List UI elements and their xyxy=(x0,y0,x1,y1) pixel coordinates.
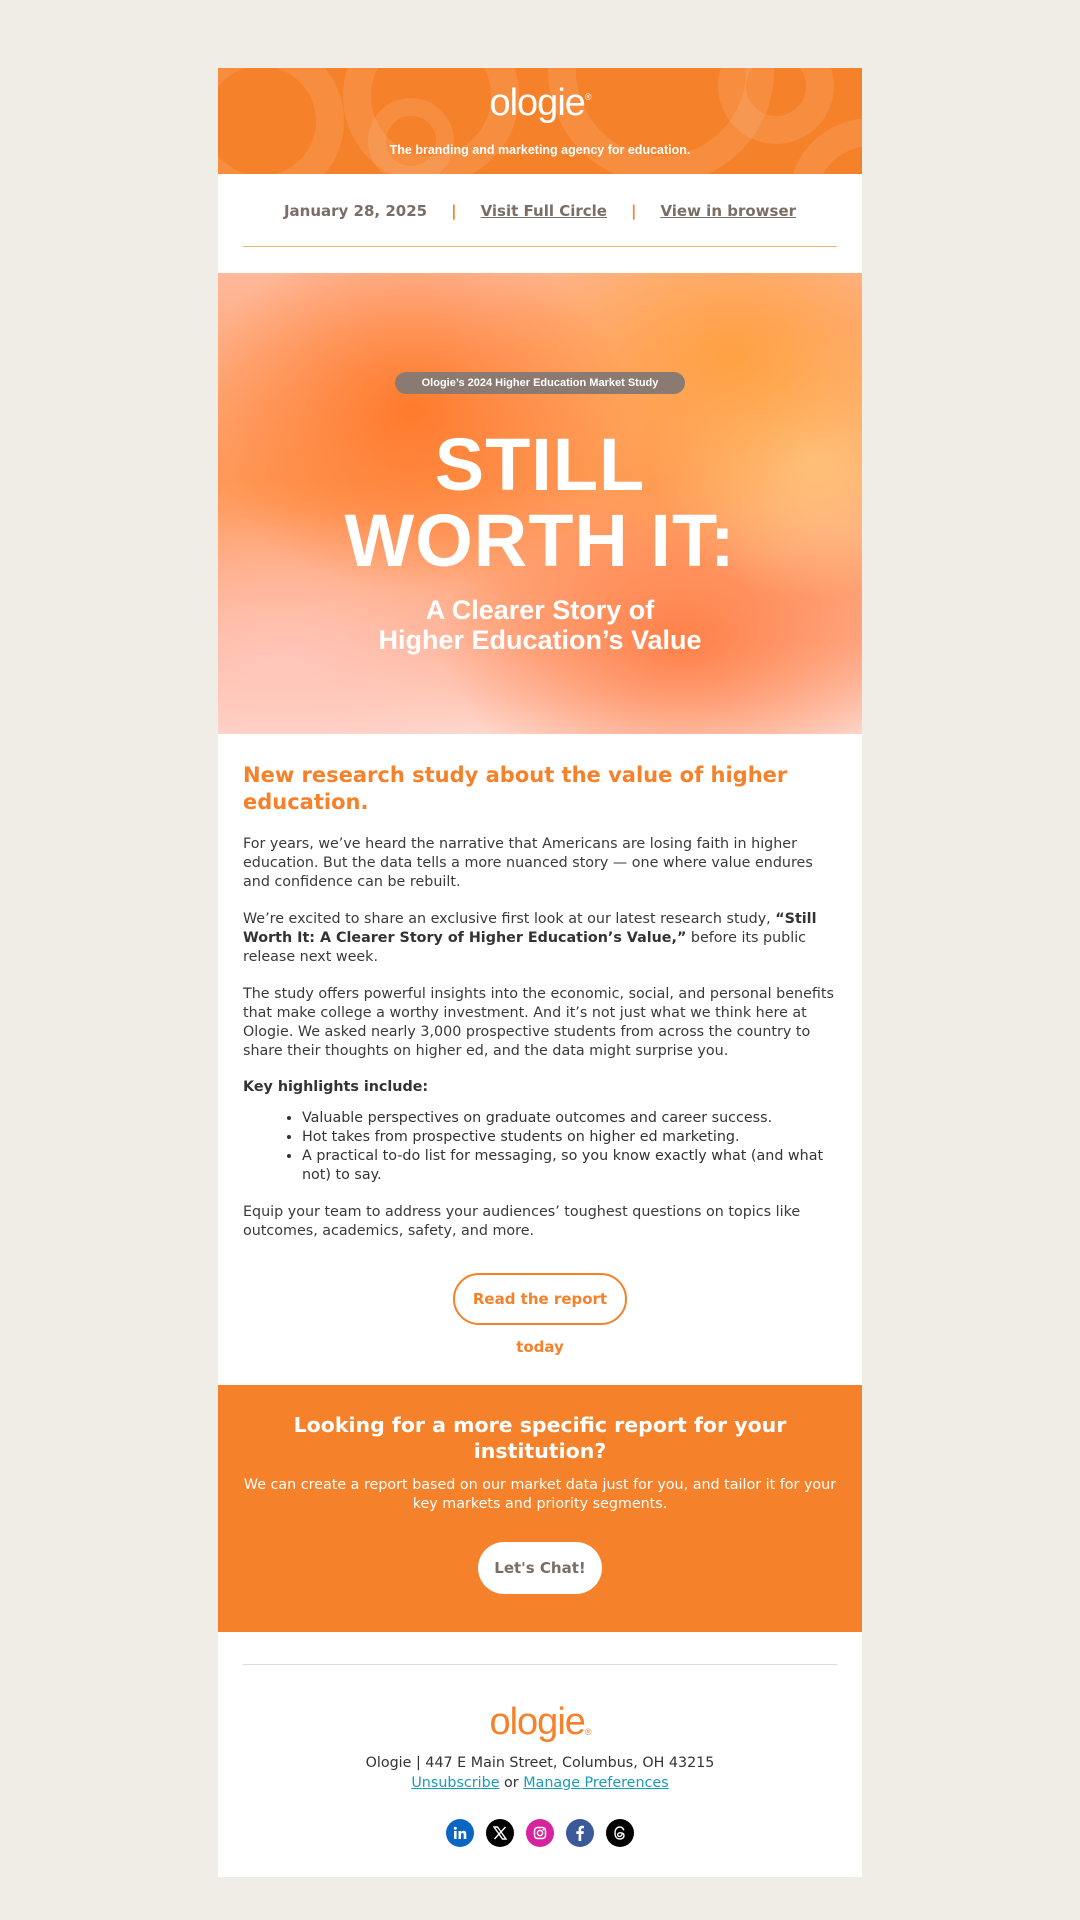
view-in-browser-link[interactable]: View in browser xyxy=(660,202,797,220)
hero-pill-label: Ologie’s 2024 Higher Education Market Study xyxy=(395,372,685,394)
unsubscribe-link[interactable]: Unsubscribe xyxy=(411,1775,500,1791)
send-date: January 28, 2025 xyxy=(283,202,428,220)
email-container xyxy=(218,68,862,1877)
footer-preferences: Unsubscribe or Manage Preferences xyxy=(411,1775,669,1791)
footer-address: Ologie | 447 E Main Street, Columbus, OH 43215 xyxy=(365,1755,715,1771)
paragraph: Equip your team to address your audiences’ toughest questions on topics like outcomes, academics, safety, and more. xyxy=(243,1204,801,1239)
band-heading: Looking for a more specific report for your institution? xyxy=(293,1413,787,1463)
instagram-icon[interactable] xyxy=(526,1819,554,1847)
top-links-bar xyxy=(218,174,862,246)
header-banner xyxy=(218,68,862,174)
x-icon[interactable] xyxy=(486,1819,514,1847)
divider xyxy=(243,1664,837,1665)
threads-icon[interactable] xyxy=(606,1819,634,1847)
band-text: We can create a report based on our market data just for you, and tailor it for your key markets and priority segments. xyxy=(243,1477,837,1512)
footer-logo[interactable]: ologie® xyxy=(489,1701,591,1743)
highlights-label: Key highlights include: xyxy=(243,1079,429,1095)
hero-title-line: WORTH IT: xyxy=(344,499,736,582)
list-item: • Valuable perspectives on graduate outcomes and career success. xyxy=(302,1109,837,1128)
paragraph: We’re excited to share an exclusive first look at our latest research study, “Still Worth It: A Clearer Story of Higher Education’s Value,” before its public release next week. xyxy=(243,911,817,965)
study-title: “Still Worth It: A Clearer Story of Higher Education’s Value,” xyxy=(243,911,817,946)
hero-subtitle-line: Higher Education’s Value xyxy=(378,625,702,655)
social-links xyxy=(243,1819,837,1847)
highlights-list xyxy=(243,1109,837,1185)
lets-chat-button[interactable]: Let's Chat! xyxy=(478,1542,602,1594)
divider xyxy=(243,246,837,247)
header-tagline: The branding and marketing agency for education. xyxy=(389,143,691,157)
hero-title xyxy=(218,423,862,582)
separator: | xyxy=(451,202,457,220)
linkedin-icon[interactable] xyxy=(446,1819,474,1847)
hero-subtitle-line: A Clearer Story of xyxy=(425,595,655,625)
read-report-button[interactable]: Read the report today xyxy=(453,1273,627,1325)
list-item: • Hot takes from prospective students on higher ed marketing. xyxy=(302,1128,837,1147)
hero-title-line: STILL xyxy=(434,423,646,506)
footer xyxy=(218,1632,862,1877)
visit-full-circle-link[interactable]: Visit Full Circle xyxy=(480,202,607,220)
header-logo[interactable]: ologie® xyxy=(489,82,591,124)
section-heading: New research study about the value of higher education. xyxy=(243,763,788,814)
hero-subtitle xyxy=(218,595,862,655)
main-content xyxy=(218,734,862,1385)
custom-report-band xyxy=(218,1385,862,1632)
manage-preferences-link[interactable]: Manage Preferences xyxy=(523,1775,669,1791)
separator: | xyxy=(630,202,637,220)
cta-wrapper xyxy=(243,1259,837,1385)
paragraph: For years, we’ve heard the narrative that Americans are losing faith in higher education. But the data tells a more nuanced story — one where value endures and confidence can be rebuilt. xyxy=(243,836,813,890)
facebook-icon[interactable] xyxy=(566,1819,594,1847)
list-item: • A practical to-do list for messaging, so you know exactly what (and what not) to say. xyxy=(302,1147,837,1185)
paragraph: The study offers powerful insights into the economic, social, and personal benefits that make college a worthy investment. And it’s not just what we think here at Ologie. We asked nearly 3,000 prospective students from across the country to share their thoughts on higher ed, and the data might surprise you. xyxy=(243,986,834,1059)
hero-banner[interactable] xyxy=(218,273,862,734)
